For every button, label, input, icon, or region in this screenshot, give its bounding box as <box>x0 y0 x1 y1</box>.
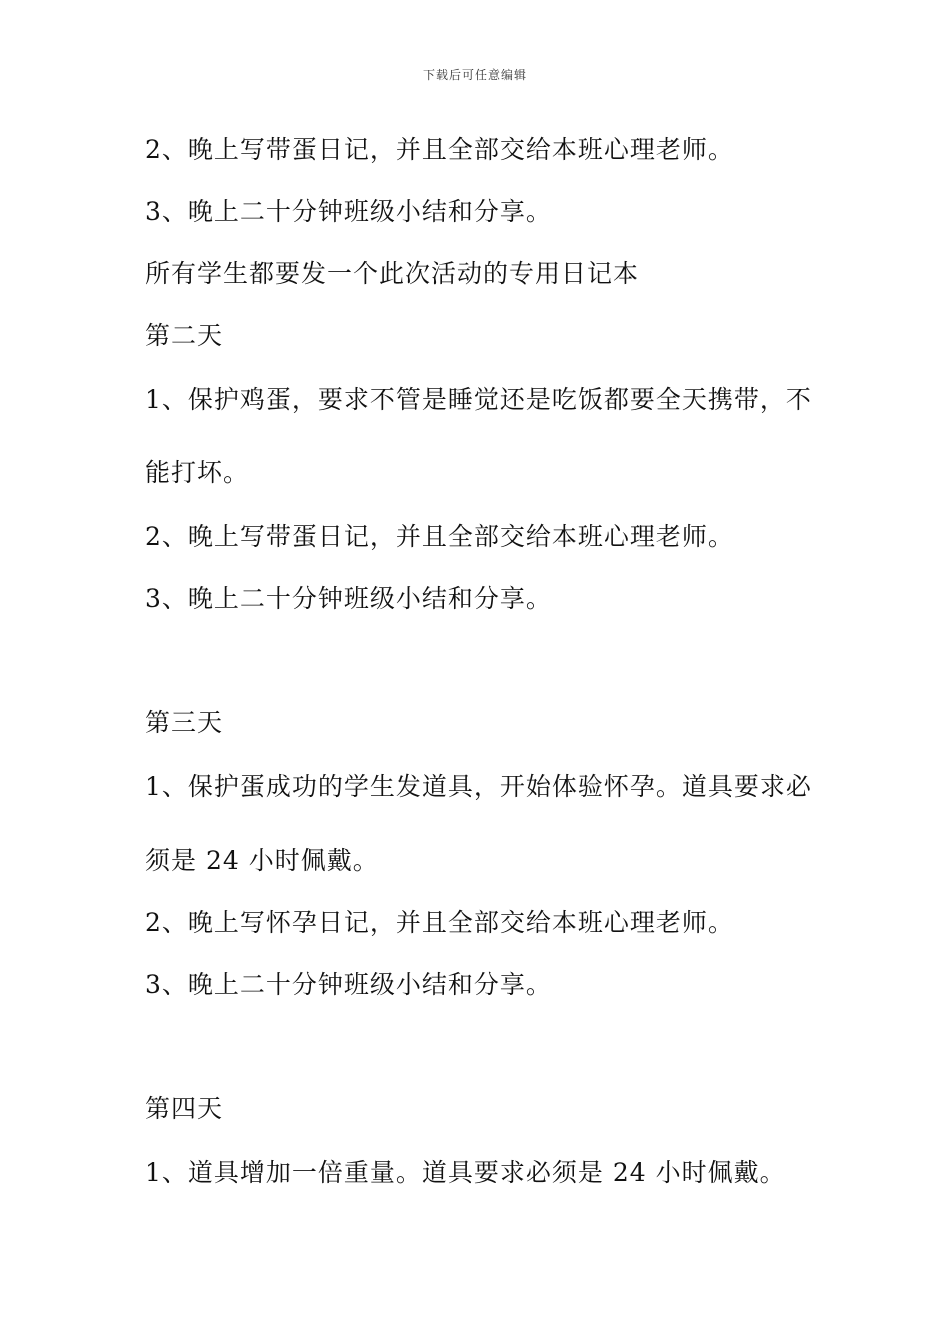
text-line: 1、保护蛋成功的学生发道具，开始体验怀孕。道具要求必 <box>145 772 812 801</box>
text-line: 2、晚上写带蛋日记，并且全部交给本班心理老师。 <box>145 522 734 551</box>
text-line: 1、保护鸡蛋，要求不管是睡觉还是吃饭都要全天携带，不 <box>145 385 812 414</box>
section-heading: 第三天 <box>145 708 224 737</box>
text-line: 1、道具增加一倍重量。道具要求必须是 24 小时佩戴。 <box>145 1158 786 1187</box>
text-line: 所有学生都要发一个此次活动的专用日记本 <box>145 259 640 288</box>
text-line: 2、晚上写怀孕日记，并且全部交给本班心理老师。 <box>145 908 734 937</box>
text-line: 3、晚上二十分钟班级小结和分享。 <box>145 197 552 226</box>
text-line: 2、晚上写带蛋日记，并且全部交给本班心理老师。 <box>145 135 734 164</box>
page-header-note: 下载后可任意编辑 <box>422 68 527 82</box>
section-heading: 第二天 <box>145 321 224 350</box>
section-heading: 第四天 <box>145 1094 224 1123</box>
text-line: 能打坏。 <box>145 458 250 487</box>
text-line: 3、晚上二十分钟班级小结和分享。 <box>145 584 552 613</box>
text-line: 须是 24 小时佩戴。 <box>145 846 379 875</box>
text-line: 3、晚上二十分钟班级小结和分享。 <box>145 970 552 999</box>
